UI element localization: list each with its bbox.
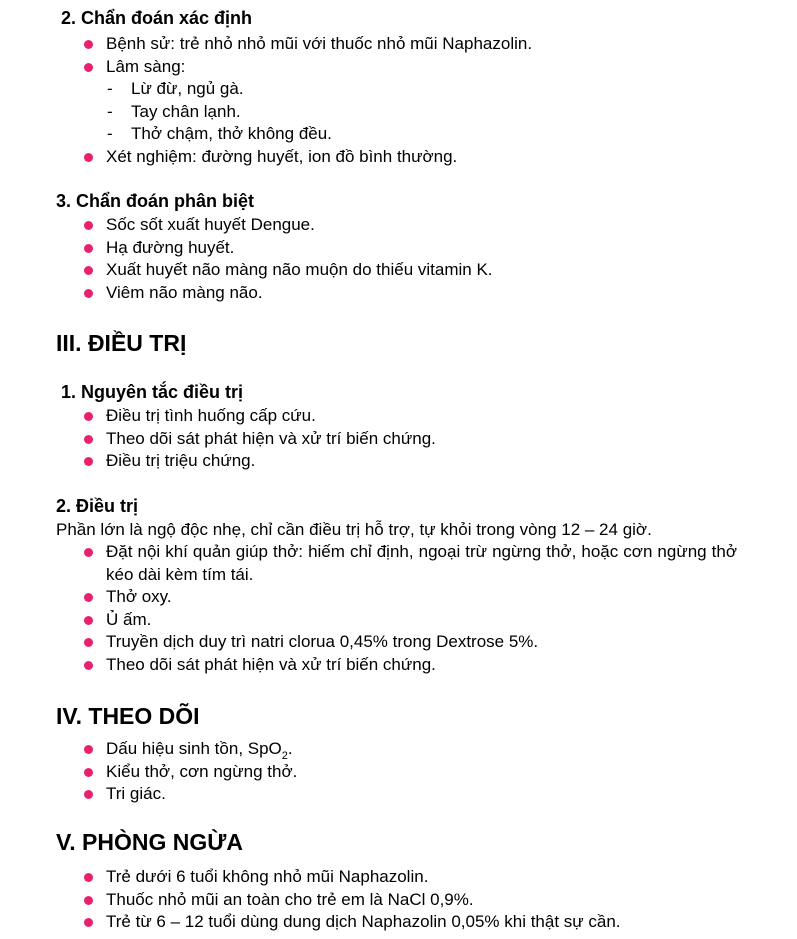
list-item: Thở oxy. <box>81 586 737 609</box>
list-item: - Lừ đừ, ngủ gà. <box>107 79 244 98</box>
heading-therapy: 2. Điều trị <box>56 496 139 516</box>
bullet-icon <box>84 412 93 421</box>
list-item: Đặt nội khí quản giúp thở: hiếm chỉ định, ngoại trừ ngừng thở, hoặc cơn ngừng thở kéo dài kèm tím tái. <box>81 541 737 586</box>
list-item: Lâm sàng: <box>81 56 532 79</box>
bullet-icon <box>84 638 93 647</box>
bullet-icon <box>84 768 93 777</box>
list-item: Thuốc nhỏ mũi an toàn cho trẻ em là NaCl 0,9%. <box>81 889 621 912</box>
bullet-icon <box>84 593 93 602</box>
bullet-icon <box>84 548 93 557</box>
bullet-icon <box>84 289 93 298</box>
list-item: Hạ đường huyết. <box>81 237 493 260</box>
bullet-icon <box>84 918 93 927</box>
list-item: Truyền dịch duy trì natri clorua 0,45% trong Dextrose 5%. <box>81 631 737 654</box>
bullet-icon <box>84 457 93 466</box>
list-item: Sốc sốt xuất huyết Dengue. <box>81 214 493 237</box>
heading-differential-diagnosis: 3. Chẩn đoán phân biệt <box>56 191 255 211</box>
list-item: Dấu hiệu sinh tồn, SpO$_2$. <box>81 738 297 761</box>
bullet-icon <box>84 40 93 49</box>
list-item: Kiểu thở, cơn ngừng thở. <box>81 761 297 784</box>
bullet-icon <box>84 435 93 444</box>
principles-list <box>81 405 436 473</box>
heading-treatment: III. ĐIỀU TRỊ <box>56 330 187 356</box>
list-item: Điều trị triệu chứng. <box>81 450 436 473</box>
bullet-icon <box>84 266 93 275</box>
list-item: Tri giác. <box>81 783 297 806</box>
bullet-icon <box>84 661 93 670</box>
list-item: Bệnh sử: trẻ nhỏ nhỏ mũi với thuốc nhỏ mũi Naphazolin. <box>81 33 532 56</box>
list-item: Trẻ từ 6 – 12 tuổi dùng dung dịch Naphazolin 0,05% khi thật sự cần. <box>81 911 621 934</box>
differential-list <box>81 214 493 304</box>
bullet-icon <box>84 873 93 882</box>
list-item: Theo dõi sát phát hiện và xử trí biến chứng. <box>81 428 436 451</box>
lab-list <box>81 146 457 169</box>
bullet-icon <box>84 153 93 162</box>
monitoring-list <box>81 738 297 806</box>
list-item: Viêm não màng não. <box>81 282 493 305</box>
bullet-icon <box>84 63 93 72</box>
list-item: Theo dõi sát phát hiện và xử trí biến chứng. <box>81 654 737 677</box>
list-item: Xuất huyết não màng não muộn do thiếu vitamin K. <box>81 259 493 282</box>
heading-confirmed-diagnosis: 2. Chẩn đoán xác định <box>61 8 253 28</box>
heading-monitoring: IV. THEO DÕI <box>56 703 200 729</box>
bullet-icon <box>84 244 93 253</box>
therapy-list <box>81 541 737 677</box>
list-item: Trẻ dưới 6 tuổi không nhỏ mũi Naphazolin. <box>81 866 621 889</box>
bullet-icon <box>84 896 93 905</box>
bullet-icon <box>84 221 93 230</box>
list-item: Xét nghiệm: đường huyết, ion đồ bình thường. <box>81 146 457 169</box>
therapy-intro: Phần lớn là ngộ độc nhẹ, chỉ cần điều trị hỗ trợ, tự khỏi trong vòng 12 – 24 giờ. <box>56 520 652 539</box>
heading-prevention: V. PHÒNG NGỪA <box>56 829 243 855</box>
bullet-icon <box>84 616 93 625</box>
prevention-list <box>81 866 621 934</box>
clinical-signs-list <box>107 78 332 146</box>
list-item: Điều trị tình huống cấp cứu. <box>81 405 436 428</box>
confirmed-diagnosis-list <box>81 33 532 78</box>
heading-treatment-principles: 1. Nguyên tắc điều trị <box>61 382 244 402</box>
bullet-icon <box>84 790 93 799</box>
list-item: - Thở chậm, thở không đều. <box>107 124 332 144</box>
list-item: Ủ ấm. <box>81 609 737 632</box>
bullet-icon <box>84 745 93 754</box>
list-item: - Tay chân lạnh. <box>107 101 241 121</box>
